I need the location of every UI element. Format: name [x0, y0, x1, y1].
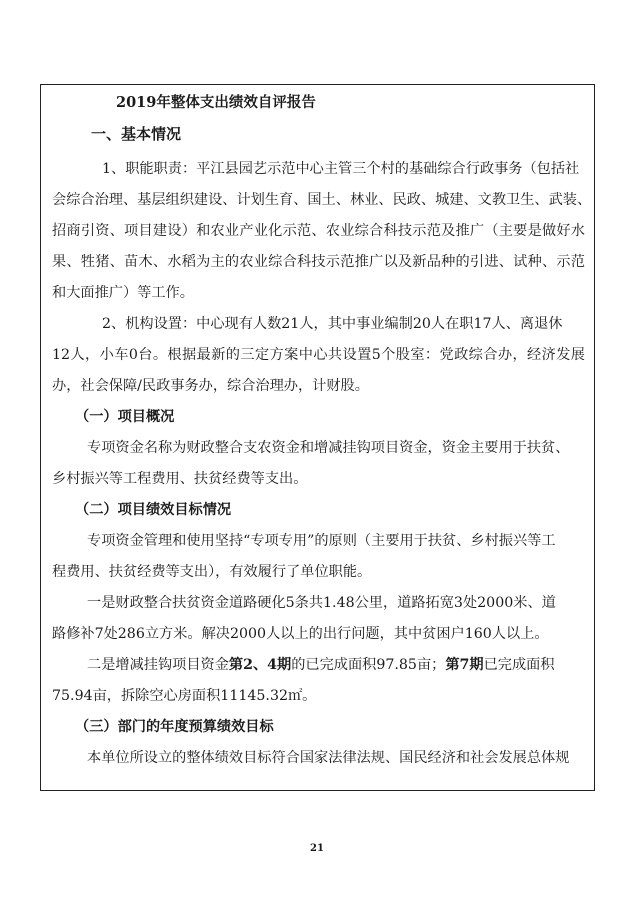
subsection-heading-performance-targets: （二）项目绩效目标情况: [75, 502, 232, 518]
paragraph-line: 招商引资、项目建设）和农业产业化示范、农业综合科技示范及推广（主要是做好水: [52, 223, 585, 239]
section-heading-basic-info: 一、基本情况: [91, 125, 182, 143]
paragraph-line: 程费用、扶贫经费等支出），有效履行了单位职能。: [52, 564, 372, 580]
paragraph-line: 路修补7处286立方米。解决2000人以上的出行问题，其中贫困户160人以上。: [52, 626, 549, 642]
paragraph-line: 专项资金名称为财政整合支农资金和增减挂钩项目资金，资金主要用于扶贫、: [87, 440, 570, 456]
text-run: 已完成面积: [483, 657, 555, 673]
text-run: 的已完成面积97.85亩；: [291, 657, 446, 673]
paragraph-line: 专项资金管理和使用坚持“专项专用”的原则（主要用于扶贫、乡村振兴等工: [87, 533, 556, 549]
paragraph-line: 一是财政整合扶贫资金道路硬化5条共1.48公里，道路拓宽3处2000米、道: [87, 595, 556, 611]
text-run: 二是增减挂钩项目资金: [87, 657, 229, 673]
paragraph-line: [87, 655, 555, 675]
bold-text-run: 第7期: [445, 657, 484, 673]
paragraph-line: 75.94亩，拆除空心房面积11145.32㎡。: [52, 688, 317, 704]
paragraph-line: 12人，小车0台。根据最新的三定方案中心共设置5个股室：党政综合办，经济发展: [52, 347, 585, 363]
paragraph-line: 乡村振兴等工程费用、扶贫经费等支出。: [52, 471, 308, 487]
subsection-heading-annual-budget-targets: （三）部门的年度预算绩效目标: [75, 719, 274, 735]
paragraph-line: 会综合治理、基层组织建设、计划生育、国土、林业、民政、城建、文教卫生、武装、: [52, 192, 592, 208]
paragraph-line: 办，社会保障/民政事务办，综合治理办，计财股。: [52, 378, 369, 394]
subsection-heading-project-overview: （一）项目概况: [75, 409, 175, 425]
bold-text-run: 第2、4期: [228, 657, 292, 673]
paragraph-line: 果、牲猪、苗木、水稻为主的农业综合科技示范推广以及新品种的引进、试种、示范: [52, 254, 585, 270]
paragraph-line: 本单位所设立的整体绩效目标符合国家法律法规、国民经济和社会发展总体规: [87, 750, 570, 766]
page-number: 21: [310, 843, 324, 854]
paragraph-line: 和大面推广）等工作。: [52, 285, 194, 301]
report-title: 2019年整体支出绩效自评报告: [116, 94, 316, 111]
report-frame: [40, 84, 595, 791]
paragraph-line: 1、职能职责：平江县园艺示范中心主管三个村的基础综合行政事务（包括社: [102, 161, 580, 177]
paragraph-line: 2、机构设置：中心现有人数21人，其中事业编制20人在职17人、离退休: [102, 316, 563, 332]
